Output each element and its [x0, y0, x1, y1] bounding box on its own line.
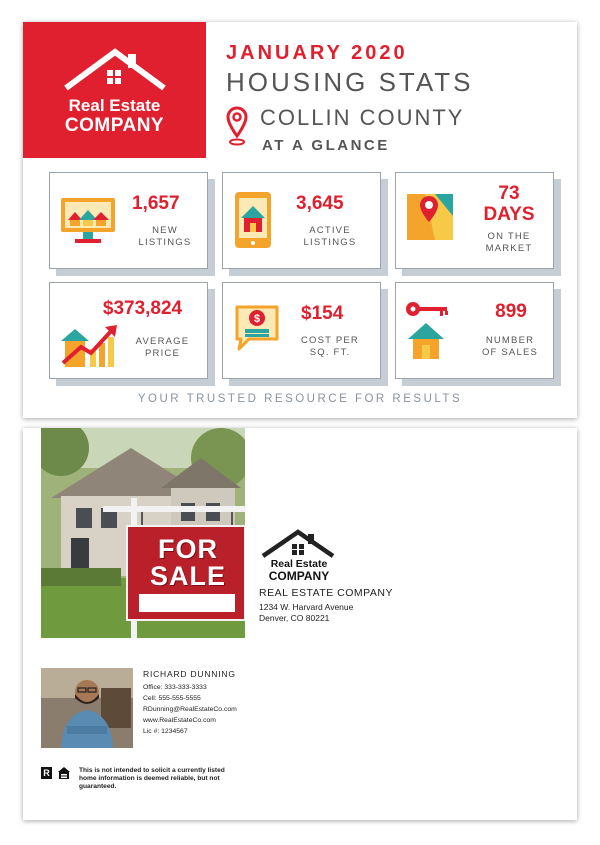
brand-logo	[23, 22, 206, 158]
stat-value: $154	[301, 303, 344, 324]
stat-label-line1: NUMBER	[485, 335, 535, 346]
agent-office-phone[interactable]: Office: 333-333-3333	[143, 684, 207, 691]
dollar-chat-bubble-icon	[233, 303, 281, 353]
stat-label-line1: COST PER	[301, 335, 359, 346]
stat-label-line2: LISTINGS	[138, 237, 192, 248]
stat-tile-days-on-market	[395, 172, 554, 269]
return-logo-line1: Real Estate	[270, 558, 328, 570]
front-card	[23, 22, 577, 418]
stat-label-line1: NEW	[152, 225, 178, 236]
return-address-line1: 1234 W. Harvard Avenue	[259, 602, 354, 612]
roof-logo-icon	[62, 48, 168, 96]
tablet-house-icon	[233, 190, 273, 250]
stat-label-line2: MARKET	[485, 243, 533, 254]
stat-label-line2: OF SALES	[481, 347, 539, 358]
disclaimer-line3: guaranteed.	[79, 783, 117, 790]
agent-email[interactable]: RDunning@RealEstateCo.com	[143, 706, 237, 713]
stat-value: 899	[495, 301, 527, 322]
sign-line2: SALE	[149, 561, 226, 591]
stat-label-line2: SQ. FT.	[309, 347, 351, 358]
stat-tile-cost-per-sqft	[222, 282, 381, 379]
agent-photo	[41, 668, 133, 748]
stat-tile-new-listings	[49, 172, 208, 269]
stat-value: 73	[498, 183, 520, 204]
house-growth-chart-icon	[59, 323, 119, 369]
sign-line1: FOR	[158, 534, 218, 564]
for-sale-sign-text	[133, 536, 243, 590]
disclaimer-line2: home information is deemed reliable, but not	[79, 775, 220, 782]
location-pin-icon	[226, 106, 248, 148]
brand-name-line2: COMPANY	[64, 115, 165, 136]
stat-tile-active-listings	[222, 172, 381, 269]
stat-label-line1: ACTIVE	[309, 225, 351, 236]
map-pin-icon	[405, 190, 457, 242]
agent-name: RICHARD DUNNING	[143, 669, 236, 679]
stat-label	[285, 335, 375, 359]
stat-value: $373,824	[102, 298, 183, 319]
stat-value-unit: DAYS	[483, 204, 535, 225]
back-card	[23, 428, 577, 820]
stat-value: 1,657	[132, 193, 180, 214]
stat-label	[468, 231, 550, 255]
stat-label-line2: LISTINGS	[303, 237, 357, 248]
stat-tile-number-of-sales	[395, 282, 554, 379]
return-logo-line2: COMPANY	[268, 569, 330, 583]
stat-value: 3,645	[296, 193, 344, 214]
return-address-line2: Denver, CO 80221	[259, 613, 330, 623]
stat-label-line1: ON THE	[487, 231, 531, 242]
agent-website[interactable]: www.RealEstateCo.com	[143, 717, 216, 724]
agent-cell-phone[interactable]: Cell: 555-555-5555	[143, 695, 201, 702]
for-sale-house-photo	[41, 428, 245, 638]
tagline: YOUR TRUSTED RESOURCE FOR RESULTS	[137, 393, 463, 405]
return-company-name: REAL ESTATE COMPANY	[259, 587, 393, 599]
svg-text:$: $	[253, 313, 261, 325]
stat-label	[466, 335, 554, 359]
report-date: JANUARY 2020	[226, 42, 408, 64]
disclaimer-line1: This is not intended to solicit a currently listed	[79, 767, 225, 774]
stat-label-line2: PRICE	[144, 348, 181, 359]
key-house-icon	[404, 299, 454, 361]
brand-name-line1: Real Estate	[68, 96, 161, 115]
county-name: COLLIN COUNTY	[260, 105, 465, 130]
agent-license: Lic #: 1234567	[143, 728, 188, 735]
equal-housing-icon	[57, 766, 71, 780]
stat-label	[125, 225, 205, 249]
monitor-houses-icon	[59, 196, 117, 246]
return-roof-logo-icon	[259, 528, 337, 560]
stat-label	[285, 225, 375, 249]
page-title: HOUSING STATS	[226, 67, 474, 97]
subtitle: AT A GLANCE	[262, 137, 390, 154]
stat-label-line1: AVERAGE	[135, 336, 190, 347]
stat-tile-average-price	[49, 282, 208, 379]
stat-label	[120, 336, 205, 360]
realtor-mark-icon: R	[41, 767, 52, 779]
